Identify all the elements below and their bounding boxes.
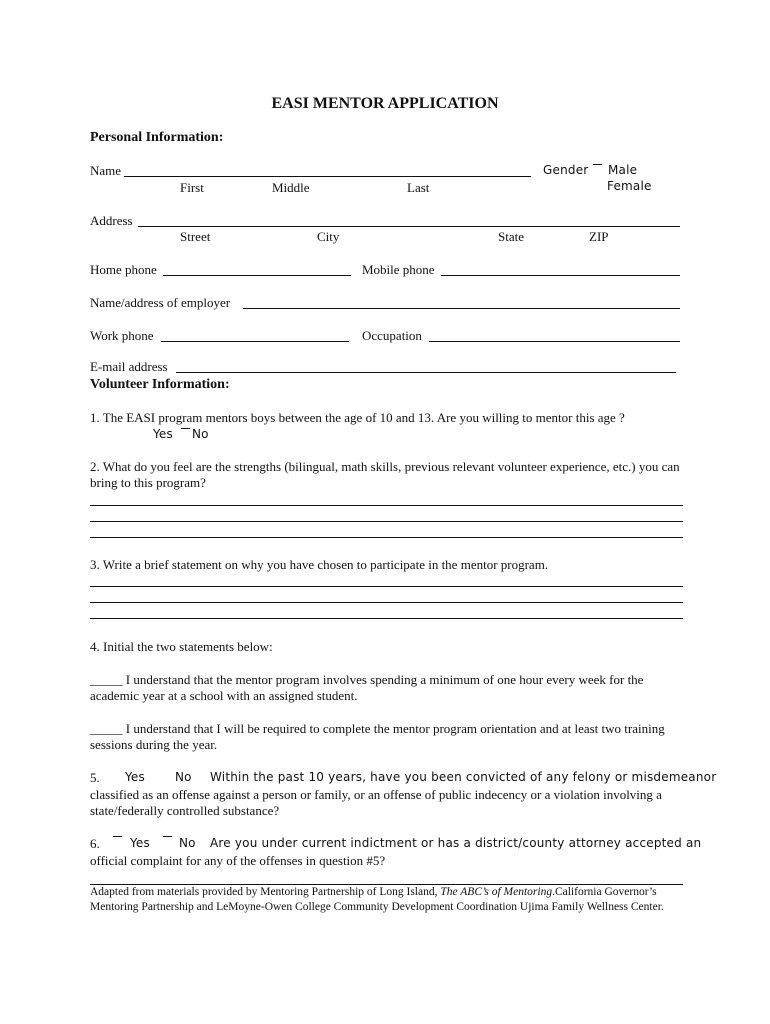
personal-info-heading: Personal Information: [90, 130, 224, 145]
q6-number: 6. [90, 836, 100, 851]
q3-answer-line[interactable] [90, 586, 683, 587]
statement-1[interactable]: _____ I understand that the mentor program involves spending a minimum of one hour every week for the academic year at a school with an assigned student. [90, 672, 644, 703]
q1-yes-label[interactable]: Yes [153, 427, 173, 441]
footer-text-a: Adapted from materials provided by Mentoring Partnership of Long Island, [90, 886, 441, 898]
q6-yes-label[interactable]: Yes [130, 836, 150, 850]
mobile-phone-field[interactable] [441, 275, 680, 276]
address-field[interactable] [138, 226, 680, 227]
q5-yes-label[interactable]: Yes [125, 770, 145, 784]
q1-yes-checkbox[interactable] [181, 428, 190, 430]
city-caption: City [317, 229, 340, 244]
q6-text: Are you under current indictment or has a district/county attorney accepted an [210, 836, 702, 850]
footer-note [90, 885, 690, 915]
q2-answer-line[interactable] [90, 537, 683, 538]
occupation-label: Occupation [362, 328, 422, 343]
q2-answer-line[interactable] [90, 505, 683, 506]
q5-number: 5. [90, 770, 100, 785]
q5-continued: classified as an offense against a person or family, or an offense of public indecency or a violation involving a state/federally controlled substance? [90, 787, 662, 818]
q6-no-label[interactable]: No [179, 836, 196, 850]
middle-caption: Middle [272, 180, 310, 195]
q6-no-checkbox[interactable] [163, 836, 172, 838]
first-caption: First [180, 180, 204, 195]
question-2: 2. What do you feel are the strengths (bilingual, math skills, previous relevant volunteer experience, etc.) you can bring to this program? [90, 459, 680, 490]
employer-field[interactable] [243, 308, 680, 309]
state-caption: State [498, 229, 524, 244]
statement-2[interactable]: _____ I understand that I will be required to complete the mentor program orientation and at least two training sessions during the year. [90, 721, 665, 752]
gender-label: Gender [543, 163, 589, 177]
name-field[interactable] [124, 176, 531, 177]
male-label: Male [608, 163, 638, 177]
street-caption: Street [180, 229, 211, 244]
question-3: 3. Write a brief statement on why you have chosen to participate in the mentor program. [90, 557, 549, 572]
occupation-field[interactable] [429, 341, 680, 342]
zip-caption: ZIP [589, 229, 609, 244]
mobile-phone-label: Mobile phone [362, 262, 435, 277]
q6-yes-checkbox[interactable] [113, 836, 122, 838]
footer-text-b: .California Governor’s Mentoring Partnership and LeMoyne-Owen College Community Development Coordination Ujima Family Wellness Center. [90, 886, 664, 913]
footer-italic-title: The ABC’s of Mentoring [440, 886, 553, 898]
home-phone-label: Home phone [90, 262, 157, 277]
male-checkbox[interactable] [593, 164, 602, 166]
work-phone-label: Work phone [90, 328, 154, 343]
q3-answer-line[interactable] [90, 602, 683, 603]
page-title: EASI MENTOR APPLICATION [271, 95, 499, 112]
female-label: Female [607, 179, 652, 193]
q5-no-label[interactable]: No [175, 770, 192, 784]
email-field[interactable] [176, 372, 676, 373]
employer-label: Name/address of employer [90, 295, 231, 310]
question-1: 1. The EASI program mentors boys between the age of 10 and 13. Are you willing to mentor this age ? [90, 410, 625, 425]
question-4: 4. Initial the two statements below: [90, 639, 273, 654]
q3-answer-line[interactable] [90, 618, 683, 619]
home-phone-field[interactable] [163, 275, 351, 276]
work-phone-field[interactable] [161, 341, 349, 342]
q1-no-label[interactable]: No [192, 427, 209, 441]
email-label: E-mail address [90, 359, 168, 374]
name-label: Name [90, 163, 122, 178]
q6-continued: official complaint for any of the offenses in question #5? [90, 853, 386, 868]
last-caption: Last [407, 180, 430, 195]
q5-text: Within the past 10 years, have you been convicted of any felony or misdemeanor [210, 770, 717, 784]
q2-answer-line[interactable] [90, 521, 683, 522]
volunteer-info-heading: Volunteer Information: [90, 377, 230, 392]
address-label: Address [90, 213, 133, 228]
